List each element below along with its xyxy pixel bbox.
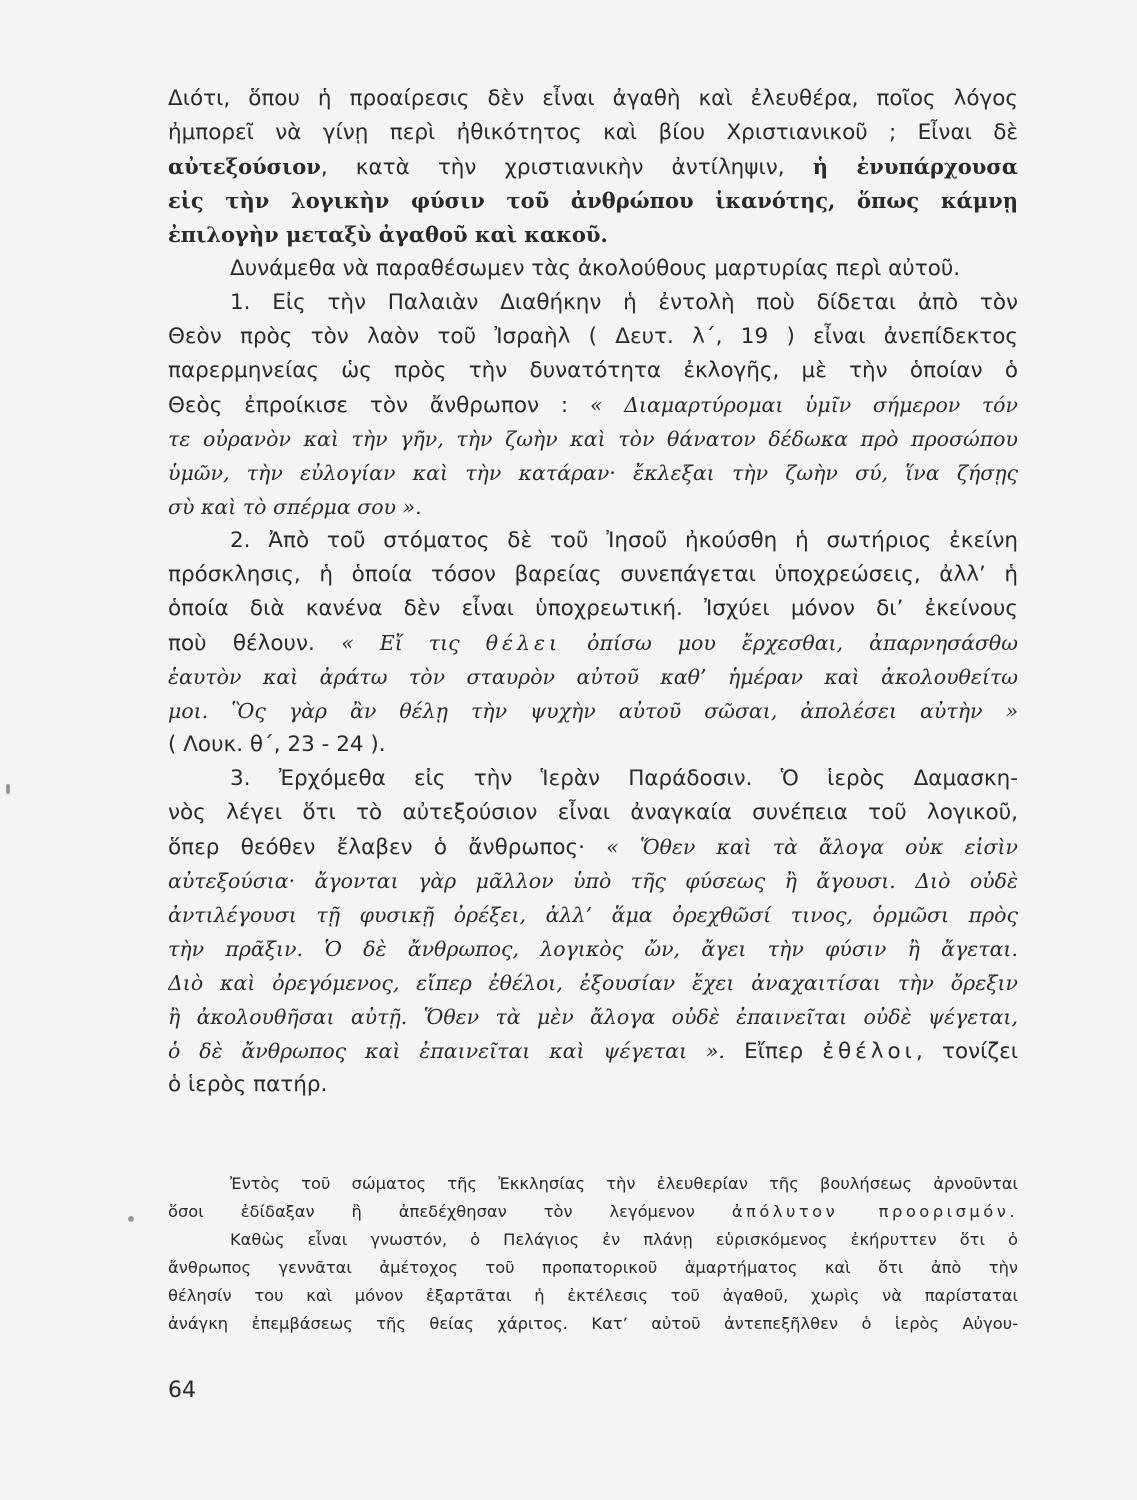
spaced-emphasis: ἀπόλυτον προορισμόν. [731,1202,1018,1221]
quote-line: ἢ ἀκολουθῆσαι αὐτῇ. Ὅθεν τὰ μὲν ἄλογα οὐδὲ ἐπαινεῖται οὐδὲ ψέγεται, [168,1005,1018,1029]
text-line: ὅπερ θεόθεν ἔλαβεν ὁ ἄνθρωπος· « Ὅθεν καὶ τὰ ἄλογα οὐκ εἰσὶν [168,835,1018,860]
quote-text: « Διαμαρτύρομαι ὑμῖν σήμερον τόν [590,393,1018,417]
quote-line: τὴν πρᾶξιν. Ὁ δὲ ἄνθρωπος, λογικὸς ὤν, ἄγει τὴν φύσιν ἢ ἄγεται. [168,937,1018,961]
quote-line: ἀντιλέγουσι τῇ φυσικῇ ὀρέξει, ἀλλ’ ἅμα ὀρεχθῶσί τινος, ὁρμῶσι πρὸς [168,903,1018,927]
quote-text: ὀπίσω μου ἔρχεσθαι, ἀπαρνησάσθω [561,631,1018,655]
text-line: 2. Ἀπὸ τοῦ στόματος δὲ τοῦ Ἰησοῦ ἠκούσθη ἡ σωτήριος ἐκείνη [230,528,1018,553]
footnote-line: Καθὼς εἶναι γνωστόν, ὁ Πελάγιος ἐν πλάνῃ εὑρισκόμενος ἐκήρυττεν ὅτι ὁ [230,1230,1018,1249]
text-line: νὸς λέγει ὅτι τὸ αὐτεξούσιον εἶναι ἀναγκαία συνέπεια τοῦ λογικοῦ, [168,800,1018,825]
footnote-line: ἀνάγκη ἐπεμβάσεως τῆς θείας χάριτος. Κατ’ αὐτοῦ ἀντεπεξῆλθεν ὁ ἱερὸς Αὐγου- [168,1314,1018,1333]
quote-line: αὐτεξούσια· ἄγονται γὰρ μᾶλλον ὑπὸ τῆς φύσεως ἢ ἄγουσι. Διὸ οὐδὲ [168,869,1018,893]
text-line: αὐτεξούσιον, κατὰ τὴν χριστιανικὴν ἀντίληψιν, ἡ ἐνυπάρχουσα [168,154,1018,180]
text-line: ( Λουκ. θ΄, 23 - 24 ). [168,732,386,757]
footnotes [168,1170,1018,1338]
text-line: Δυνάμεθα νὰ παραθέσωμεν τὰς ἀκολούθους μαρτυρίας περὶ αὐτοῦ. [230,256,961,281]
main-text [168,82,1018,1102]
footnote-line: ὅσοι ἐδίδαξαν ἢ ἀπεδέχθησαν τὸν λεγόμενον ἀπόλυτον προορισμόν. [168,1202,1018,1221]
footnote-line: θέλησίν του καὶ μόνον ἐξαρτᾶται ἡ ἐκτέλεσις τοῦ ἀγαθοῦ, χωρὶς νὰ παρίσταται [168,1286,1018,1305]
quote-text: ὁ δὲ ἄνθρωπος καὶ ἐπαινεῖται καὶ ψέγεται ». [168,1039,725,1063]
bold-term: αὐτεξούσιον [168,154,321,179]
text-line: ποὺ θέλουν. « Εἴ τις θέλει ὀπίσω μου ἔρχεσθαι, ἀπαρνησάσθω [168,631,1018,656]
bold-definition-line: εἰς τὴν λογικὴν φύσιν τοῦ ἀνθρώπου ἱκανότης, ὅπως κάμνῃ [168,188,1018,213]
quote-line: ὑμῶν, τὴν εὐλογίαν καὶ τὴν κατάραν· ἔκλεξαι τὴν ζωὴν σύ, ἵνα ζήσῃς [168,461,1018,485]
quote-text: « Ὅθεν καὶ τὰ ἄλογα οὐκ εἰσὶν [606,835,1018,859]
footnote-line: Ἐντὸς τοῦ σώματος τῆς Ἐκκλησίας τὴν ἐλευθερίαν τῆς βουλήσεως ἀρνοῦνται [230,1174,1018,1193]
spaced-emphasis: ἐθέλοι [822,1039,916,1064]
text-line: Θεὸς ἐπροίκισε τὸν ἄνθρωπον : « Διαμαρτύρομαι ὑμῖν σήμερον τόν [168,393,1018,418]
spaced-emphasis: θέλει [485,631,562,655]
footnote-line: ἄνθρωπος γεννᾶται ἀμέτοχος τοῦ προπατορικοῦ ἁμαρτήματος καὶ ὅτι ἀπὸ τὴν [168,1258,1018,1277]
quote-line: σὺ καὶ τὸ σπέρμα σου ». [168,495,422,519]
quote-text: « Εἴ τις [341,631,486,655]
text-line: Διότι, ὅπου ἡ προαίρεσις δὲν εἶναι ἀγαθὴ καὶ ἐλευθέρα, ποῖος λόγος [168,86,1018,111]
text-line: ὁ δὲ ἄνθρωπος καὶ ἐπαινεῖται καὶ ψέγεται ». Εἴπερ ἐθέλοι, τονίζει [168,1039,1018,1064]
text-line: Θεὸν πρὸς τὸν λαὸν τοῦ Ἰσραὴλ ( Δευτ. λ΄, 19 ) εἶναι ἀνεπίδεκτος [168,324,1018,349]
text-line: ἠμπορεῖ νὰ γίνῃ περὶ ἠθικότητος καὶ βίου Χριστιανικοῦ ; Εἶναι δὲ [168,120,1018,145]
text-line: παρερμηνείας ὡς πρὸς τὴν δυνατότητα ἐκλογῆς, μὲ τὴν ὁποίαν ὁ [168,358,1018,383]
quote-line: τε οὐρανὸν καὶ τὴν γῆν, τὴν ζωὴν καὶ τὸν θάνατον δέδωκα πρὸ προσώπου [168,427,1018,451]
quote-line: μοι. Ὃς γὰρ ἂν θέλῃ τὴν ψυχὴν αὐτοῦ σῶσαι, ἀπολέσει αὐτὴν » [168,699,1018,723]
text-line: ὁ ἱερὸς πατήρ. [168,1072,328,1097]
bold-definition: ἡ ἐνυπάρχουσα [812,154,1018,179]
bold-definition-line: ἐπιλογὴν μεταξὺ ἀγαθοῦ καὶ κακοῦ. [168,222,608,247]
text-line: 1. Εἰς τὴν Παλαιὰν Διαθήκην ἡ ἐντολὴ ποὺ δίδεται ἀπὸ τὸν [230,290,1018,315]
text-line: πρόσκλησις, ἡ ὁποία τόσον βαρείας συνεπάγεται ὑποχρεώσεις, ἀλλ’ ἡ [168,562,1018,587]
scan-speck [128,1216,134,1222]
text-line: 3. Ἐρχόμεθα εἰς τὴν Ἱερὰν Παράδοσιν. Ὁ ἱερὸς Δαμασκη- [230,766,1018,791]
page-number: 64 [168,1378,196,1403]
text-line: ὁποία διὰ κανένα δὲν εἶναι ὑποχρεωτική. Ἰσχύει μόνον δι’ ἐκείνους [168,596,1018,621]
quote-line: ἑαυτὸν καὶ ἀράτω τὸν σταυρὸν αὐτοῦ καθ’ ἡμέραν καὶ ἀκολουθείτω [168,665,1018,689]
quote-line: Διὸ καὶ ὀρεγόμενος, εἴπερ ἐθέλοι, ἐξουσίαν ἔχει ἀναχαιτίσαι τὴν ὄρεξιν [168,971,1018,995]
scan-speck [6,784,10,794]
